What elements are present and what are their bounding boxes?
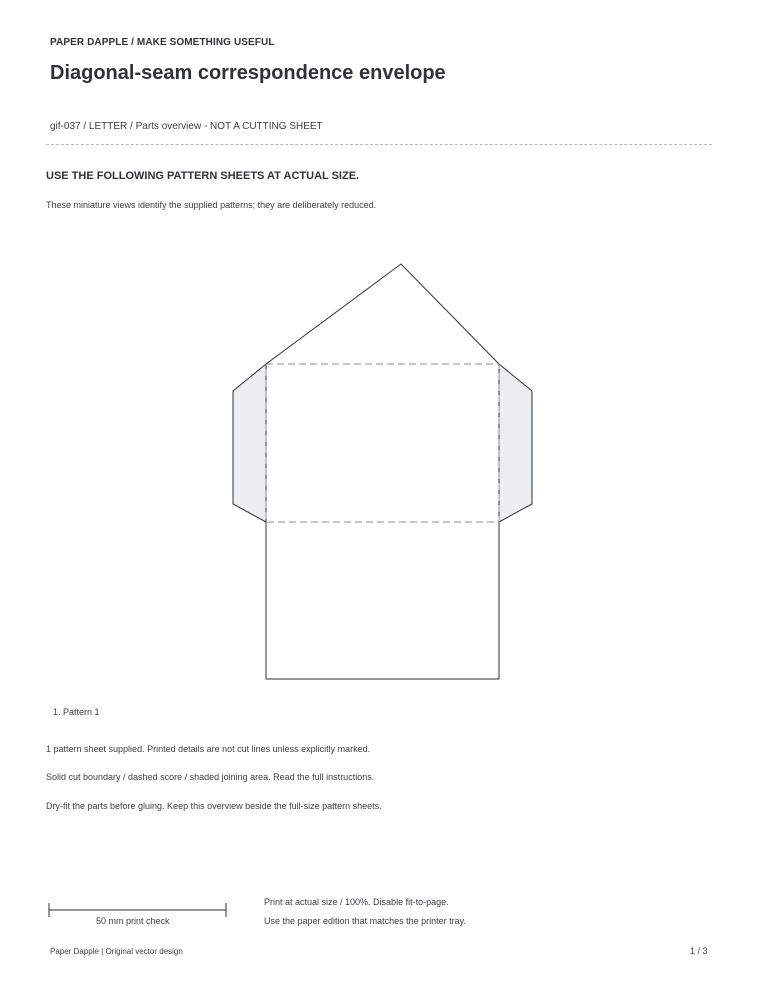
left-glue-flap	[233, 364, 266, 522]
page-number: 1 / 3	[690, 946, 708, 956]
print-instruction-size: Print at actual size / 100%. Disable fit-to-page.	[264, 897, 449, 907]
note-dry-fit: Dry-fit the parts before gluing. Keep this overview beside the full-size pattern sheets.	[46, 801, 382, 811]
right-glue-flap	[499, 364, 532, 522]
top-flap-outline	[266, 264, 499, 364]
brand-line: PAPER DAPPLE / MAKE SOMETHING USEFUL	[50, 37, 275, 48]
pattern-label: 1. Pattern 1	[53, 707, 100, 717]
document-meta: gif-037 / LETTER / Parts overview - NOT A CUTTING SHEET	[50, 121, 323, 132]
note-sheets: 1 pattern sheet supplied. Printed details are not cut lines unless explicitly marked.	[46, 744, 371, 754]
section-heading: USE THE FOLLOWING PATTERN SHEETS AT ACTUAL SIZE.	[46, 170, 360, 182]
envelope-body-outline	[266, 522, 499, 679]
section-intro: These miniature views identify the supplied patterns; they are deliberately reduced.	[46, 200, 377, 210]
print-instruction-paper: Use the paper edition that matches the printer tray.	[264, 916, 466, 926]
note-legend: Solid cut boundary / dashed score / shaded joining area. Read the full instructions.	[46, 772, 375, 782]
scale-bar-label: 50 mm print check	[96, 916, 170, 926]
page-title: Diagonal-seam correspondence envelope	[50, 62, 446, 84]
score-lines	[266, 364, 499, 522]
footer-credit: Paper Dapple | Original vector design	[50, 947, 183, 956]
